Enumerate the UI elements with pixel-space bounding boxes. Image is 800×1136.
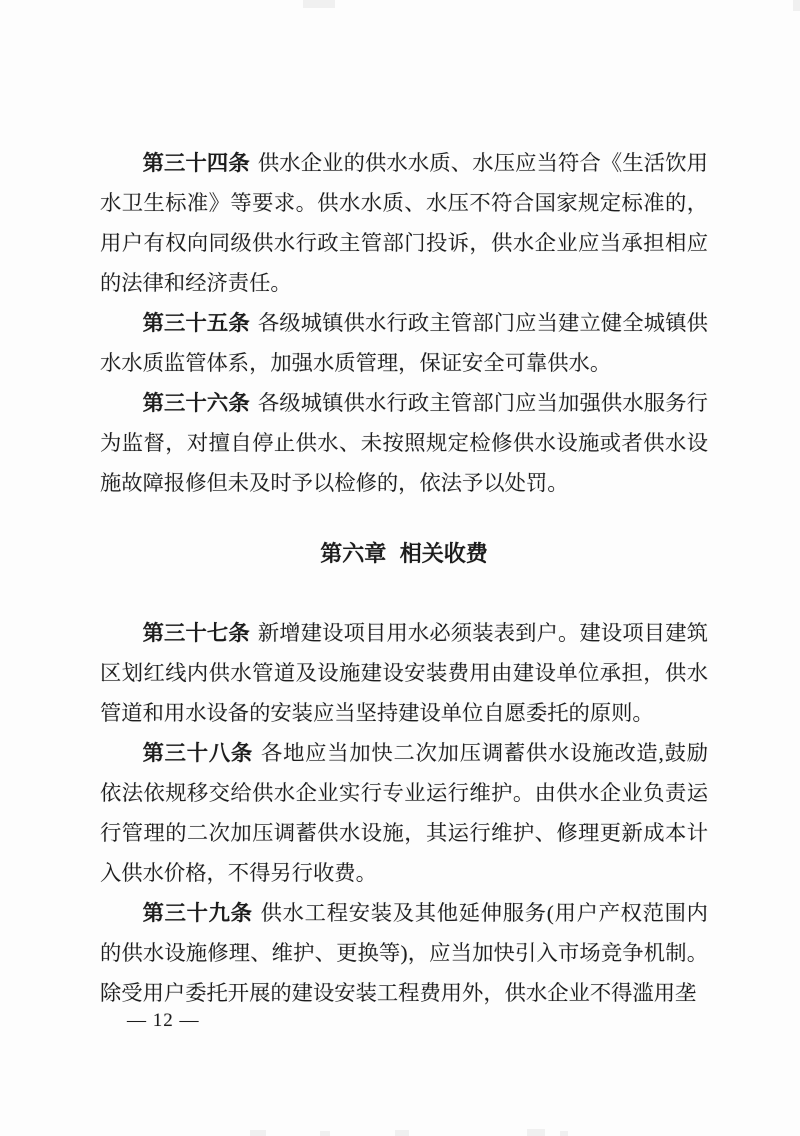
article-number: 第三十五条 [142, 311, 250, 335]
scan-artifact [793, 0, 800, 11]
article-paragraph-35 [100, 303, 708, 383]
scan-artifact [560, 1131, 568, 1136]
article-paragraph-38 [100, 733, 708, 893]
article-paragraph-37 [100, 613, 708, 733]
page-number: — 12 — [127, 1010, 200, 1031]
article-text: 供水企业的供水水质、水压应当符合《生活饮用水卫生标准》等要求。供水水质、水压不符合国家规定标准的，用户有权向同级供水行政主管部门投诉，供水企业应当承担相应的法律和经济责任。 [100, 151, 708, 295]
article-paragraph-36 [100, 383, 708, 503]
chapter-heading: 第六章 相关收费 [320, 541, 488, 566]
article-number: 第三十七条 [142, 621, 250, 645]
document-content [100, 143, 708, 1013]
article-number: 第三十九条 [142, 901, 253, 925]
article-number: 第三十四条 [142, 151, 250, 175]
scan-artifact [250, 1130, 266, 1136]
article-text: 供水工程安装及其他延伸服务(用户产权范围内的供水设施修理、维护、更换等)，应当加快引入市场竞争机制。除受用户委托开展的建设安装工程费用外，供水企业不得滥用垄 [100, 901, 708, 1005]
article-number: 第三十八条 [142, 741, 254, 765]
article-paragraph-34 [100, 143, 708, 303]
article-text: 各级城镇供水行政主管部门应当加强供水服务行为监督，对擅自停止供水、未按照规定检修供水设施或者供水设施故障报修但未及时予以检修的，依法予以处罚。 [100, 391, 708, 495]
scan-artifact [303, 0, 335, 8]
article-text: 各地应当加快二次加压调蓄供水设施改造,鼓励依法依规移交给供水企业实行专业运行维护。由供水企业负责运行管理的二次加压调蓄供水设施，其运行维护、修理更新成本计入供水价格，不得另行收费。 [100, 741, 708, 885]
article-paragraph-39 [100, 893, 708, 1013]
article-text: 各级城镇供水行政主管部门应当建立健全城镇供水水质监管体系，加强水质管理，保证安全可靠供水。 [100, 311, 708, 375]
article-text: 新增建设项目用水必须装表到户。建设项目建筑区划红线内供水管道及设施建设安装费用由建设单位承担，供水管道和用水设备的安装应当坚持建设单位自愿委托的原则。 [100, 621, 708, 725]
article-number: 第三十六条 [142, 391, 250, 415]
scan-artifact [395, 1130, 409, 1136]
scan-artifact [527, 1129, 545, 1136]
scan-artifact [320, 1131, 330, 1136]
